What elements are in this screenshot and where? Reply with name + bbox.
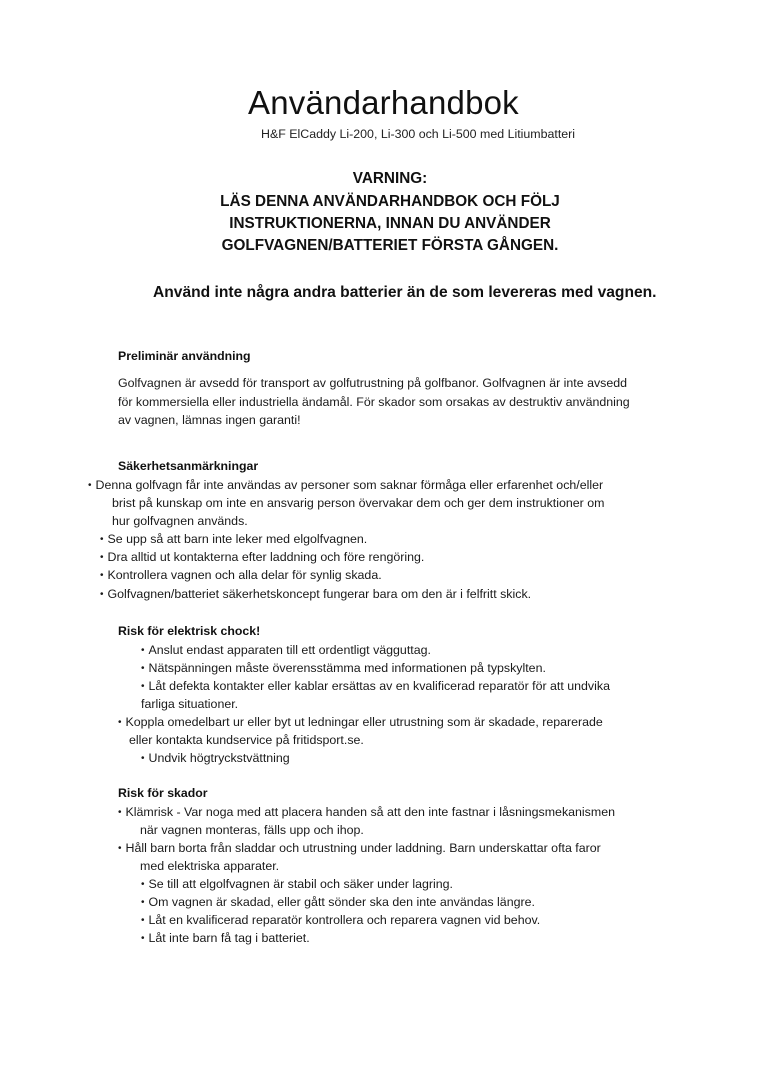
page-title: Användarhandbok	[248, 84, 519, 121]
bullet-continuation: när vagnen monteras, fälls upp och ihop.	[140, 823, 364, 837]
page-subtitle: H&F ElCaddy Li-200, Li-300 och Li-500 med Litiumbatteri	[261, 127, 576, 141]
bullet-item: • Undvik högtryckstvättning	[141, 751, 290, 765]
bullet-item: • Om vagnen är skadad, eller gått sönder ska den inte användas längre.	[141, 895, 535, 909]
bullet-item: • Koppla omedelbart ur eller byt ut ledningar eller utrustning som är skadade, reparerade	[118, 715, 603, 729]
bullet-item: • Låt en kvalificerad reparatör kontrollera och reparera vagnen vid behov.	[141, 913, 540, 927]
paragraph-line: av vagnen, lämnas ingen garanti!	[118, 413, 301, 427]
bullet-item: • Golfvagnen/batteriet säkerhetskoncept fungerar bara om den är i felfritt skick.	[100, 587, 531, 601]
bullet-item: • Nätspänningen måste överensstämma med informationen på typskylten.	[141, 661, 546, 675]
bullet-item: • Dra alltid ut kontakterna efter laddning och före rengöring.	[100, 550, 424, 564]
battery-notice: Använd inte några andra batterier än de som levereras med vagnen.	[153, 284, 657, 301]
bullet-continuation: eller kontakta kundservice på fritidsport.se.	[129, 733, 364, 747]
warning-heading: VARNING:	[352, 170, 428, 187]
bullet-item: • Anslut endast apparaten till ett ordentligt vägguttag.	[141, 643, 431, 657]
warning-line: LÄS DENNA ANVÄNDARHANDBOK OCH FÖLJ	[220, 193, 560, 210]
section-heading: Preliminär användning	[118, 349, 251, 363]
bullet-item: • Kontrollera vagnen och alla delar för synlig skada.	[100, 568, 382, 582]
bullet-item: • Se upp så att barn inte leker med elgolfvagnen.	[100, 532, 367, 546]
bullet-continuation: farliga situationer.	[141, 697, 239, 711]
bullet-item: • Låt inte barn få tag i batteriet.	[141, 931, 310, 945]
bullet-item: • Håll barn borta från sladdar och utrustning under laddning. Barn underskattar ofta faror	[118, 841, 601, 855]
bullet-item: • Klämrisk - Var noga med att placera handen så att den inte fastnar i låsningsmekanismen	[118, 805, 615, 819]
section-heading: Risk för skador	[118, 786, 208, 800]
bullet-item: • Låt defekta kontakter eller kablar ersättas av en kvalificerad reparatör för att undvika	[141, 679, 610, 693]
warning-line: GOLFVAGNEN/BATTERIET FÖRSTA GÅNGEN.	[221, 237, 559, 254]
section-heading: Risk för elektrisk chock!	[118, 624, 261, 638]
paragraph-line: för kommersiella eller industriella ändamål. För skador som orsakas av destruktiv användning	[118, 395, 630, 409]
bullet-item: • Denna golfvagn får inte användas av personer som saknar förmåga eller erfarenhet och/eller	[88, 478, 603, 492]
section-heading: Säkerhetsanmärkningar	[118, 459, 259, 473]
warning-line: INSTRUKTIONERNA, INNAN DU ANVÄNDER	[229, 215, 551, 232]
bullet-item: • Se till att elgolfvagnen är stabil och säker under lagring.	[141, 877, 453, 891]
bullet-continuation: med elektriska apparater.	[140, 859, 280, 873]
bullet-continuation: brist på kunskap om inte en ansvarig person övervakar dem och ger dem instruktioner om	[112, 496, 605, 510]
paragraph-line: Golfvagnen är avsedd för transport av golfutrustning på golfbanor. Golfvagnen är inte avsedd	[118, 376, 628, 390]
bullet-continuation: hur golfvagnen används.	[112, 514, 248, 528]
